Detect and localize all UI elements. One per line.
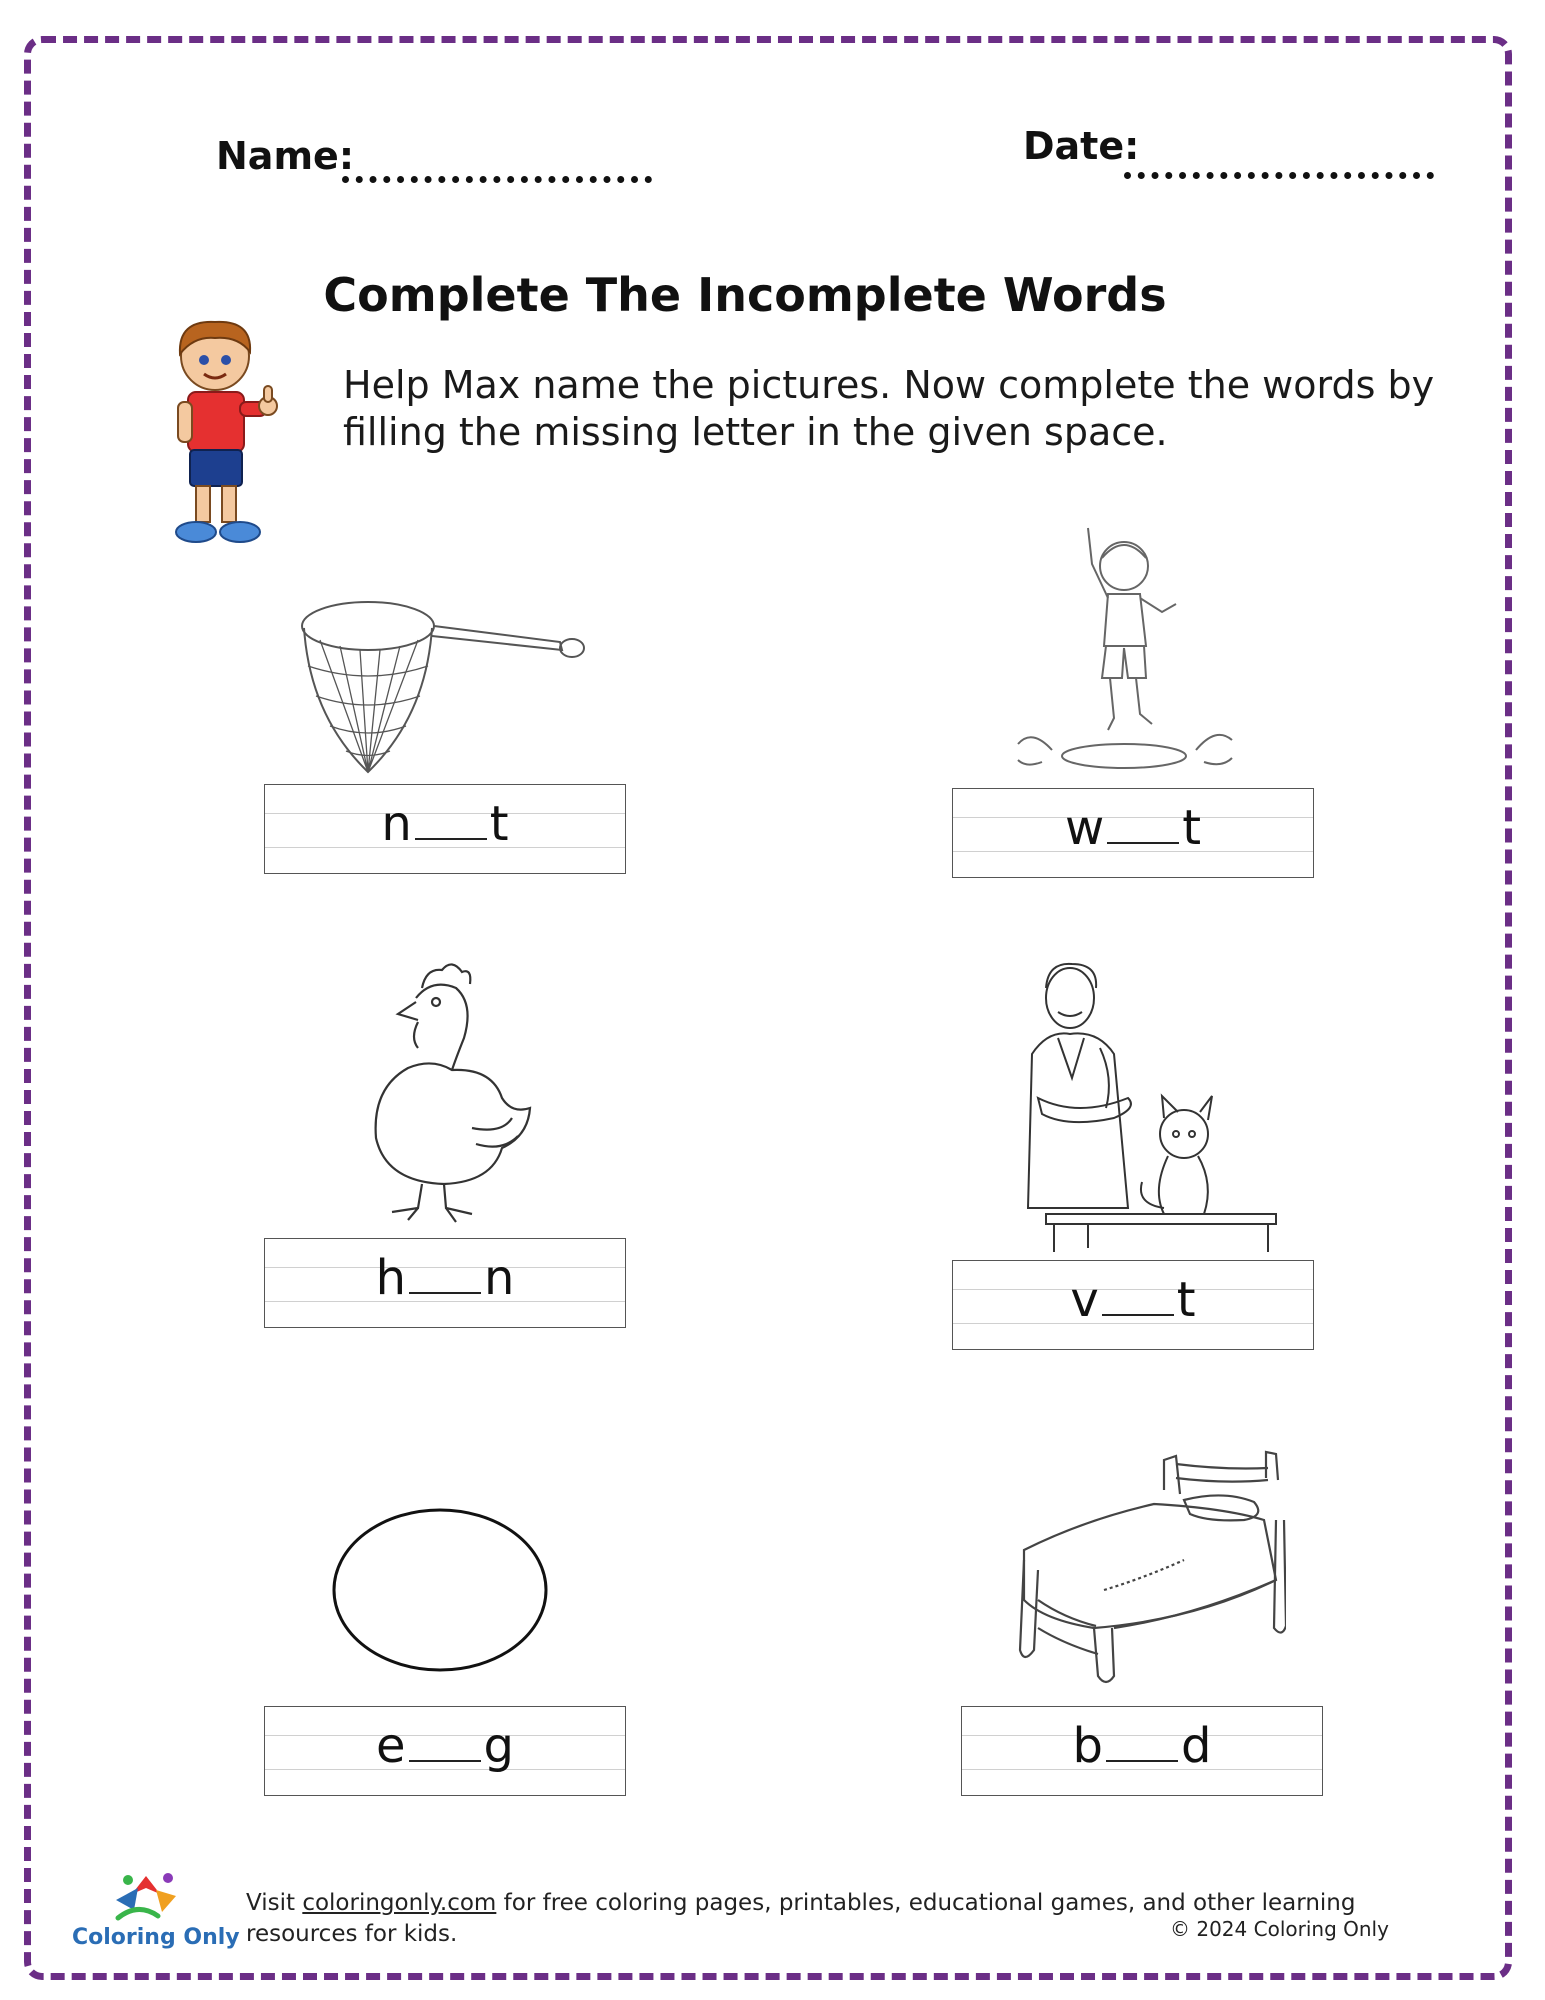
vet-icon bbox=[1018, 958, 1280, 1254]
egg-icon bbox=[330, 1504, 552, 1676]
date-label: Date: bbox=[1023, 124, 1140, 168]
max-boy-icon bbox=[160, 318, 280, 552]
bed-icon bbox=[1004, 1450, 1286, 1688]
word-egg: e g bbox=[376, 1718, 514, 1774]
word-vet: v t bbox=[1070, 1272, 1196, 1328]
instructions: Help Max name the pictures. Now complete the words by filling the missing letter in the given space. bbox=[343, 363, 1435, 454]
missing-letter-blank[interactable] bbox=[1106, 1760, 1178, 1762]
worksheet-title: Complete The Incomplete Words bbox=[323, 268, 1167, 322]
hen-icon bbox=[352, 958, 538, 1228]
wet-child-icon bbox=[1012, 518, 1238, 780]
brand-name: Coloring Only bbox=[72, 1925, 240, 1950]
site-link[interactable]: coloringonly.com bbox=[302, 1890, 497, 1916]
word-box-egg[interactable] bbox=[264, 1706, 626, 1796]
missing-letter-blank[interactable] bbox=[415, 838, 487, 840]
word-bed: b d bbox=[1072, 1718, 1212, 1774]
name-field-line[interactable] bbox=[342, 176, 652, 183]
missing-letter-blank[interactable] bbox=[409, 1292, 481, 1294]
date-field-line[interactable] bbox=[1124, 172, 1434, 179]
word-net: n t bbox=[381, 796, 509, 852]
word-wet: w t bbox=[1064, 800, 1202, 856]
word-box-vet[interactable] bbox=[952, 1260, 1314, 1350]
coloring-only-logo-icon bbox=[98, 1866, 194, 1926]
word-box-bed[interactable] bbox=[961, 1706, 1323, 1796]
missing-letter-blank[interactable] bbox=[1107, 842, 1179, 844]
word-box-hen[interactable] bbox=[264, 1238, 626, 1328]
missing-letter-blank[interactable] bbox=[1102, 1314, 1174, 1316]
word-box-wet[interactable] bbox=[952, 788, 1314, 878]
net-icon bbox=[300, 596, 592, 776]
word-hen: h n bbox=[375, 1250, 515, 1306]
footer-text: Visit coloringonly.com for free coloring pages, printables, educational games, and other learning resources for kids. bbox=[246, 1890, 1356, 1947]
copyright: © 2024 Coloring Only bbox=[1170, 1917, 1389, 1941]
missing-letter-blank[interactable] bbox=[409, 1760, 481, 1762]
name-label: Name: bbox=[216, 134, 355, 178]
word-box-net[interactable] bbox=[264, 784, 626, 874]
